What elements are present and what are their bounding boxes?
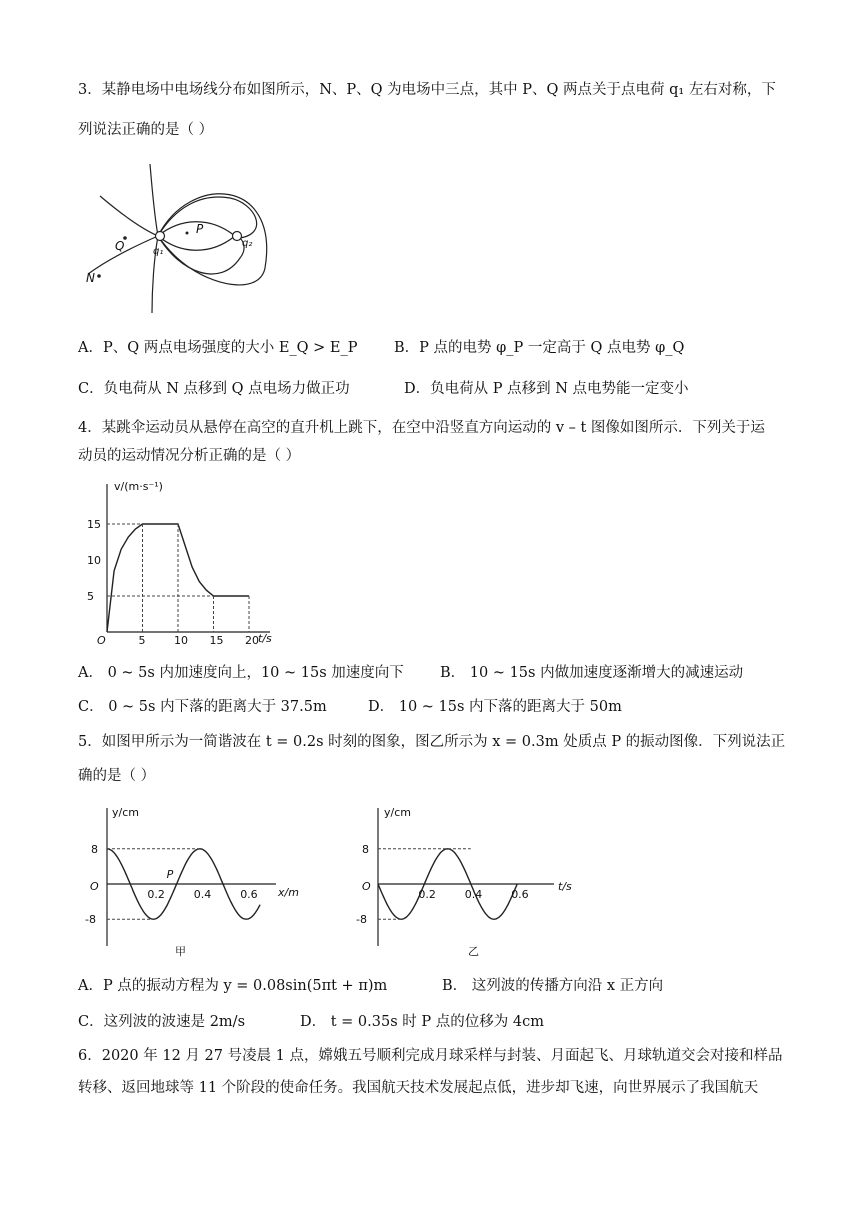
q4-stem-line2: 动员的运动情况分析正确的是（ ） [78,448,301,464]
vt-ytick: 15 [87,518,101,531]
label-q1: q₁ [153,246,164,257]
q5-stem-line2: 确的是（ ） [78,768,156,784]
wave-xtick: 0.2 [147,888,165,901]
osc-caption: 乙 [468,945,479,958]
label-p: P [196,222,204,236]
osc-ytick: -8 [356,913,367,927]
vt-chart [80,472,290,652]
q4-option-b: B． 10 ~ 15s 内做加速度逐渐增大的减速运动 [440,665,744,681]
vt-xlabel: t/s [258,632,272,645]
wave-ytick: -8 [85,913,96,927]
vt-ytick: 10 [87,554,101,567]
osc-xtick: 0.6 [511,888,529,901]
vt-xtick: 15 [209,634,224,647]
vt-xtick: 5 [138,634,146,647]
wave-xlabel: x/m [278,886,299,899]
wave-ylabel: y/cm [112,806,139,819]
wave-caption: 甲 [175,945,186,958]
wave-xtick: 0.4 [193,888,212,901]
q3-option-b: B．P 点的电势 φ_P 一定高于 Q 点电势 φ_Q [394,340,685,356]
q4-option-a: A． 0 ~ 5s 内加速度向上，10 ~ 15s 加速度向下 [78,665,404,681]
q3-option-c: C．负电荷从 N 点移到 Q 点电场力做正功 [78,381,350,397]
osc-ylabel: y/cm [384,806,411,819]
electric-field-figure [80,158,280,318]
q6-line1: 6．2020 年 12 月 27 号凌晨 1 点，嫦娥五号顺利完成月球采样与封装、月面起飞、月球轨道交会对接和样品 [78,1048,783,1064]
wave-origin: O [90,880,99,893]
q4-option-d: D． 10 ~ 15s 内下落的距离大于 50m [368,699,622,715]
vt-origin: O [97,634,106,647]
vt-xtick: 20 [245,634,259,647]
label-n: N [86,271,95,285]
q3-stem-line1: 3．某静电场中电场线分布如图所示，N、P、Q 为电场中三点，其中 P、Q 两点关于点电荷 q₁ 左右对称，下 [78,82,776,98]
osc-xtick: 0.4 [464,888,483,901]
osc-xtick: 0.2 [418,888,436,901]
q4-option-c: C． 0 ~ 5s 内下落的距离大于 37.5m [78,699,327,715]
q3-option-a: A．P、Q 两点电场强度的大小 E_Q > E_P [78,340,358,356]
oscillation-chart-yi [358,798,588,968]
q5-option-b: B． 这列波的传播方向沿 x 正方向 [442,978,664,994]
osc-origin: O [362,880,371,893]
q5-option-d: D． t = 0.35s 时 P 点的位移为 4cm [300,1014,544,1030]
q5-option-c: C．这列波的波速是 2m/s [78,1014,246,1030]
osc-ytick: 8 [362,842,369,856]
label-q: Q [115,239,125,253]
label-q2: q₂ [242,238,253,249]
vt-xtick: 10 [174,634,188,647]
osc-xlabel: t/s [558,880,572,893]
q3-option-d: D．负电荷从 P 点移到 N 点电势能一定变小 [404,381,689,397]
q5-option-a: A．P 点的振动方程为 y = 0.08sin(5πt + π)m [78,978,388,994]
vt-ytick: 5 [87,590,94,603]
wave-point-p: P [166,868,174,881]
wave-xtick: 0.6 [240,888,258,901]
q3-stem-line2: 列说法正确的是（ ） [78,122,214,138]
q6-line2: 转移、返回地球等 11 个阶段的使命任务。我国航天技术发展起点低，进步却飞速，向世界展示了我国航天 [78,1080,759,1096]
wave-chart-jia [80,798,310,968]
q5-stem-line1: 5．如图甲所示为一简谐波在 t = 0.2s 时刻的图象，图乙所示为 x = 0.3m 处质点 P 的振动图像．下列说法正 [78,734,786,750]
vt-ylabel: v/(m·s⁻¹) [114,480,163,493]
wave-ytick: 8 [91,842,98,856]
q4-stem-line1: 4．某跳伞运动员从悬停在高空的直升机上跳下，在空中沿竖直方向运动的 v – t 图像如图所示．下列关于运 [78,420,765,436]
